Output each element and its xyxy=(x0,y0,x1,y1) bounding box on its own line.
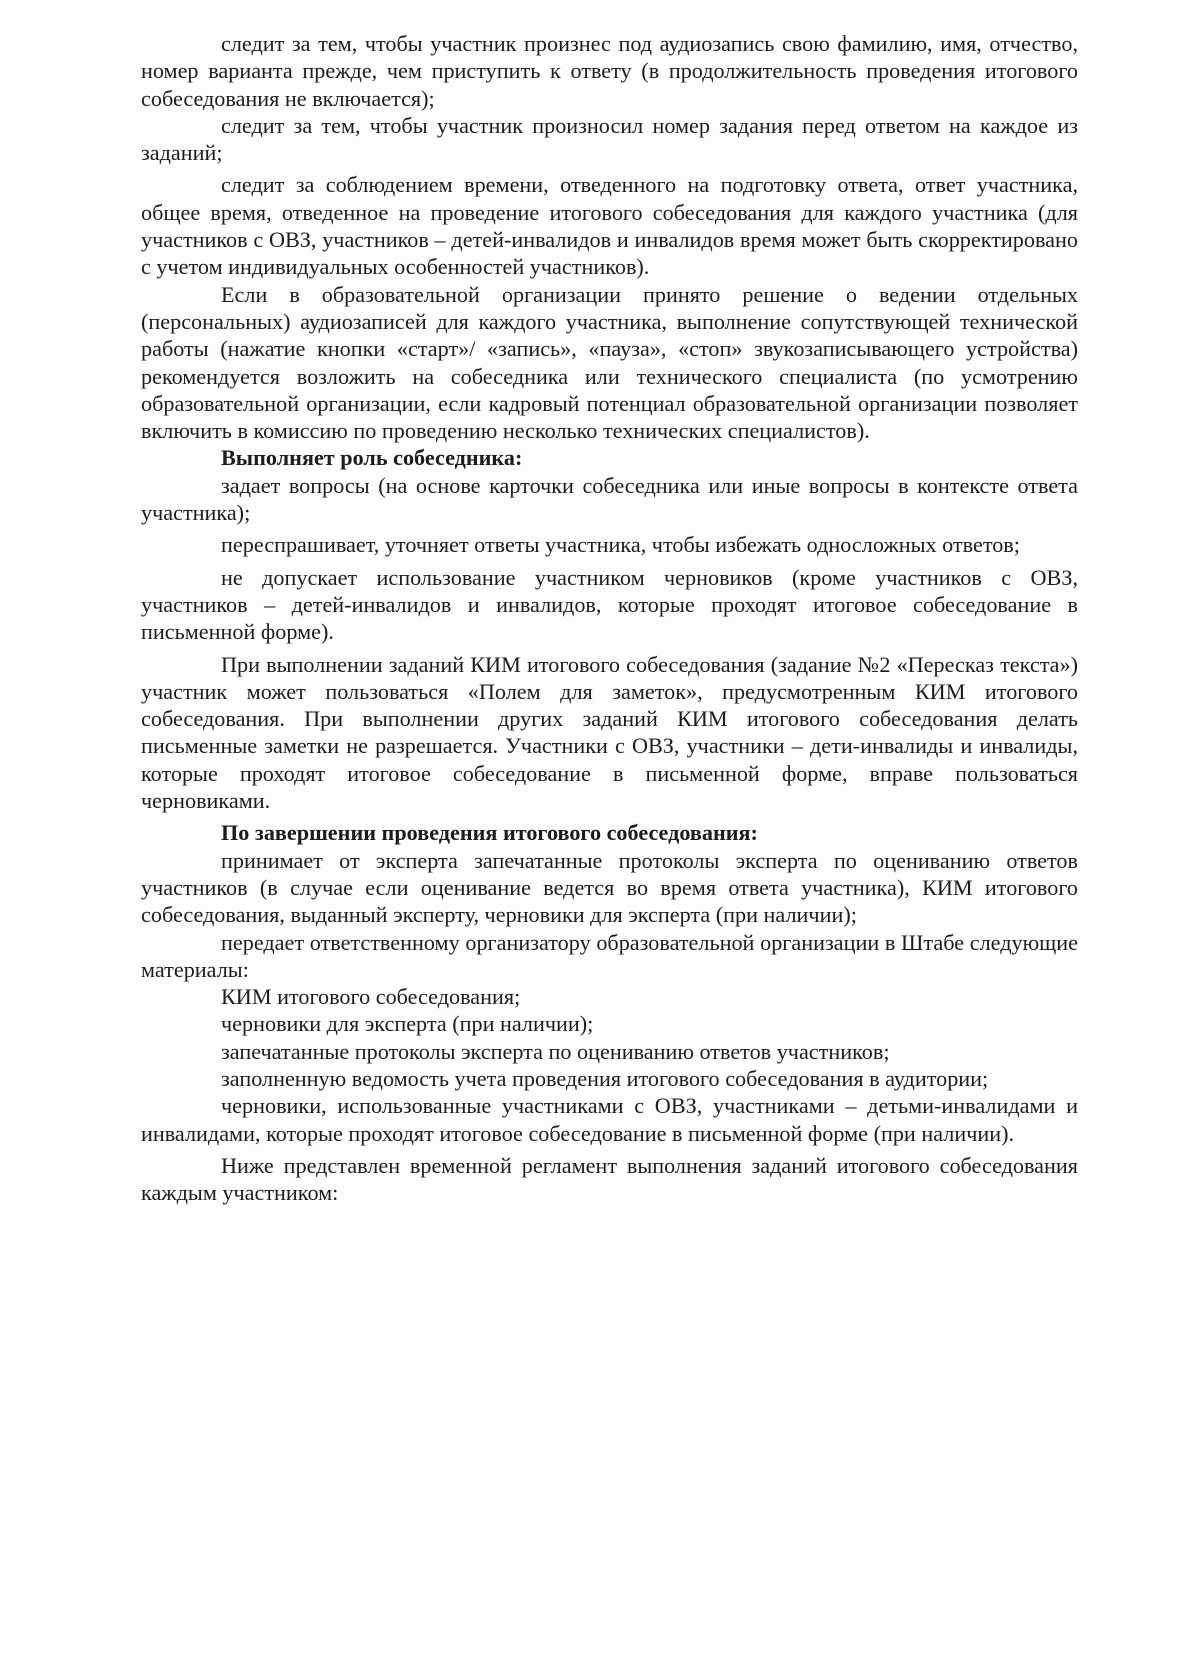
paragraph-asks-questions: задает вопросы (на основе карточки собеседника или иные вопросы в контексте ответа участника); xyxy=(141,472,1078,526)
paragraph-time-control: следит за соблюдением времени, отведенного на подготовку ответа, ответ участника, общее время, отведенное на проведение итогового собеседования для каждого участника (для участников с ОВЗ, участников – детей-инвалидов и инвалидов время может быть скорректировано с учетом индивидуальных особенностей участников). xyxy=(141,172,1078,280)
paragraph-personal-audio: Если в образовательной организации принято решение о ведении отдельных (персональных) аудиозаписей для каждого участника, выполнение сопутствующей технической работы (нажатие кнопки «старт»/ «запись», «пауза», «стоп» звукозаписывающего устройства) рекомендуется возложить на собеседника или технического специалиста (по усмотрению образовательной организации, если кадровый потенциал образовательной организации позволяет включить в комиссию по проведению несколько технических специалистов). xyxy=(141,281,1078,444)
heading-after-interview: По завершении проведения итогового собеседования: xyxy=(221,820,758,846)
heading-interviewer-role: Выполняет роль собеседника: xyxy=(221,445,523,471)
paragraph-hands-over-materials: передает ответственному организатору образовательной организации в Штабе следующие материалы: xyxy=(141,929,1078,982)
list-item-attendance-sheet: заполненную ведомость учета проведения итогового собеседования в аудитории; xyxy=(221,1065,989,1091)
paragraph-task-number: следит за тем, чтобы участник произносил номер задания перед ответом на каждое из заданий; xyxy=(141,112,1078,166)
paragraph-notes-field: При выполнении заданий КИМ итогового собеседования (задание №2 «Пересказ текста») участник может пользоваться «Полем для заметок», предусмотренным КИМ итогового собеседования. При выполнении других заданий КИМ итогового собеседования делать письменные заметки не разрешается. Участники с ОВЗ, участники – дети-инвалиды и инвалиды, которые проходят итоговое собеседование в письменной форме, вправе пользоваться черновиками. xyxy=(141,651,1078,814)
list-item-expert-drafts: черновики для эксперта (при наличии); xyxy=(221,1011,594,1037)
document-body xyxy=(141,30,1078,1206)
paragraph-audio-intro: следит за тем, чтобы участник произнес под аудиозапись свою фамилию, имя, отчество, номер варианта прежде, чем приступить к ответу (в продолжительность проведения итогового собеседования не включается); xyxy=(141,31,1078,111)
paragraph-time-schedule-intro: Ниже представлен временной регламент выполнения заданий итогового собеседования каждым участником: xyxy=(141,1152,1078,1206)
paragraph-clarifies-answers: переспрашивает, уточняет ответы участника, чтобы избежать односложных ответов; xyxy=(221,532,1020,558)
list-item-sealed-protocols: запечатанные протоколы эксперта по оцениванию ответов участников; xyxy=(221,1038,890,1064)
paragraph-drafts-prohibited: не допускает использование участником черновиков (кроме участников с ОВЗ, участников – детей-инвалидов и инвалидов, которые проходят итоговое собеседование в письменной форме). xyxy=(141,564,1078,645)
list-item-kim: КИМ итогового собеседования; xyxy=(221,984,521,1010)
paragraph-receives-protocols: принимает от эксперта запечатанные протоколы эксперта по оцениванию ответов участников (в случае если оценивание ведется во время ответа участника), КИМ итогового собеседования, выданный эксперту, черновики для эксперта (при наличии); xyxy=(141,847,1078,928)
list-item-participant-drafts: черновики, использованные участниками с ОВЗ, участниками – детьми-инвалидами и инвалидами, которые проходят итоговое собеседование в письменной форме (при наличии). xyxy=(141,1093,1078,1146)
